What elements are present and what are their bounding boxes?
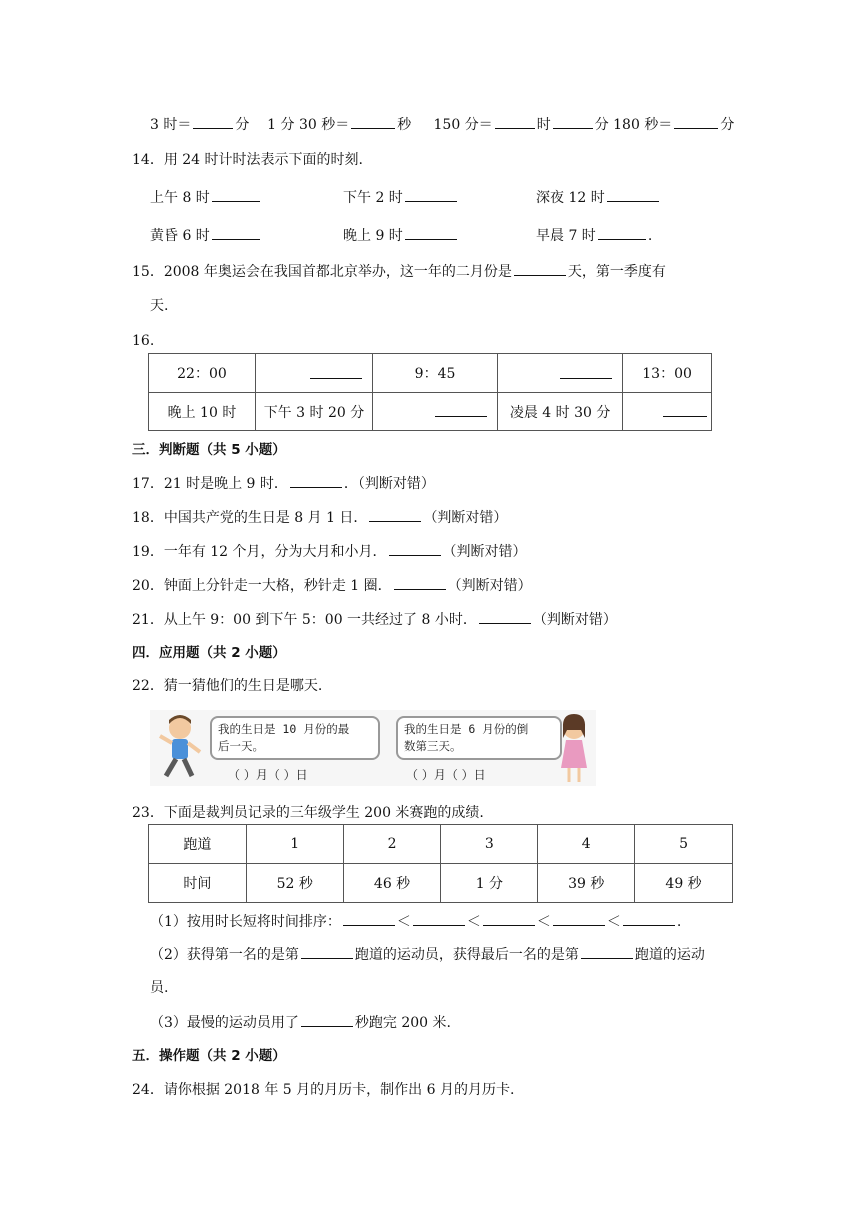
answer-blank[interactable]	[623, 911, 675, 926]
table-cell: 1 分	[441, 864, 538, 903]
answer-blank[interactable]	[495, 114, 535, 129]
q23-sub2-cont: 员.	[150, 980, 169, 996]
q14-item: 黄昏 6 时	[150, 225, 262, 246]
answer-blank[interactable]	[598, 225, 646, 240]
q14-item: 早晨 7 时 .	[536, 225, 652, 246]
q16-cell: 晚上 10 时	[149, 393, 256, 431]
answer-blank[interactable]	[212, 187, 260, 202]
table-cell: 46 秒	[343, 864, 441, 903]
answer-blank[interactable]	[389, 541, 441, 556]
table-header-cell: 跑道	[149, 825, 247, 864]
answer-blank[interactable]	[553, 911, 605, 926]
answer-blank[interactable]	[514, 261, 566, 276]
table-cell: 52 秒	[246, 864, 343, 903]
answer-blank[interactable]	[674, 114, 718, 129]
q16-cell: 9：45	[372, 354, 497, 393]
table-header-cell: 3	[441, 825, 538, 864]
q24-prompt: 24．请你根据 2018 年 5 月的月历卡，制作出 6 月的月历卡.	[132, 1082, 515, 1098]
answer-blank[interactable]	[212, 225, 260, 240]
q15-line1: 15．2008 年奥运会在我国首都北京举办，这一年的二月份是 天，第一季度有	[132, 261, 666, 282]
judge-item: 21．从上午 9：00 到下午 5：00 一共经过了 8 小时． （判断对错）	[132, 609, 617, 630]
section-title: 三．判断题（共 5 小题）	[132, 442, 286, 458]
answer-fill-right[interactable]: （ ）月（ ）日	[406, 768, 486, 782]
answer-blank[interactable]	[193, 114, 233, 129]
answer-blank[interactable]	[351, 114, 395, 129]
answer-blank[interactable]	[581, 944, 633, 959]
judge-item: 18．中国共产党的生日是 8 月 1 日． （判断对错）	[132, 507, 507, 528]
answer-blank[interactable]	[343, 911, 395, 926]
birthday-illustration	[150, 710, 596, 786]
section-title: 四．应用题（共 2 小题）	[132, 645, 286, 661]
q16-prompt: 16.	[132, 333, 155, 349]
q16-time-table	[148, 353, 712, 431]
answer-blank[interactable]	[290, 473, 342, 488]
answer-blank[interactable]	[405, 225, 457, 240]
table-header-cell: 1	[246, 825, 343, 864]
section-title: 五．操作题（共 2 小题）	[132, 1048, 286, 1064]
table-header-cell: 4	[538, 825, 635, 864]
q16-blank-cell[interactable]	[372, 393, 497, 431]
table-cell: 时间	[149, 864, 247, 903]
answer-blank[interactable]	[607, 187, 659, 202]
q16-blank-cell[interactable]	[498, 354, 623, 393]
speech-bubble-right: 我的生日是 6 月份的倒 数第三天。	[396, 716, 562, 760]
q15-line2: 天.	[150, 298, 169, 314]
answer-blank[interactable]	[394, 575, 446, 590]
speech-bubble-left: 我的生日是 10 月份的最 后一天。	[210, 716, 380, 760]
answer-blank[interactable]	[301, 944, 353, 959]
q23-prompt: 23．下面是裁判员记录的三年级学生 200 米赛跑的成绩.	[132, 805, 484, 821]
q16-cell: 下午 3 时 20 分	[255, 393, 372, 431]
answer-fill-left[interactable]: （ ）月（ ）日	[228, 768, 308, 782]
q23-sub3: （3）最慢的运动员用了 秒跑完 200 米.	[150, 1012, 451, 1033]
table-header-cell: 2	[343, 825, 441, 864]
boy-figure-icon	[152, 710, 212, 786]
girl-figure-icon	[554, 710, 594, 786]
q14-item: 上午 8 时	[150, 187, 262, 208]
q16-blank-cell[interactable]	[255, 354, 372, 393]
q16-blank-cell[interactable]	[623, 393, 712, 431]
race-results-table	[148, 824, 733, 903]
table-cell: 39 秒	[538, 864, 635, 903]
judge-item: 19．一年有 12 个月，分为大月和小月． （判断对错）	[132, 541, 527, 562]
answer-blank[interactable]	[553, 114, 593, 129]
table-header-cell: 5	[635, 825, 733, 864]
q14-item: 晚上 9 时	[343, 225, 459, 246]
judge-item: 17．21 时是晚上 9 时． ．（判断对错）	[132, 473, 435, 494]
q22-prompt: 22．猜一猜他们的生日是哪天.	[132, 678, 323, 694]
q23-sub2: （2）获得第一名的是第 跑道的运动员，获得最后一名的是第 跑道的运动	[150, 944, 705, 965]
answer-blank[interactable]	[483, 911, 535, 926]
table-cell: 49 秒	[635, 864, 733, 903]
q16-cell: 22：00	[149, 354, 256, 393]
answer-blank[interactable]	[301, 1012, 353, 1027]
answer-blank[interactable]	[369, 507, 421, 522]
q14-item: 深夜 12 时	[536, 187, 661, 208]
answer-blank[interactable]	[479, 609, 531, 624]
q16-cell: 凌晨 4 时 30 分	[498, 393, 623, 431]
q23-sub1: （1）按用时长短将时间排序： ＜ ＜ ＜ ＜ .	[150, 911, 681, 932]
answer-blank[interactable]	[413, 911, 465, 926]
q13-conversion-line: 3 时＝ 分 1 分 30 秒＝ 秒 150 分＝ 时 分 180 秒＝ 分	[150, 114, 734, 135]
q14-prompt: 14．用 24 时计时法表示下面的时刻.	[132, 152, 363, 168]
answer-blank[interactable]	[405, 187, 457, 202]
q16-cell: 13：00	[623, 354, 712, 393]
judge-item: 20．钟面上分针走一大格，秒针走 1 圈． （判断对错）	[132, 575, 532, 596]
q14-item: 下午 2 时	[343, 187, 459, 208]
